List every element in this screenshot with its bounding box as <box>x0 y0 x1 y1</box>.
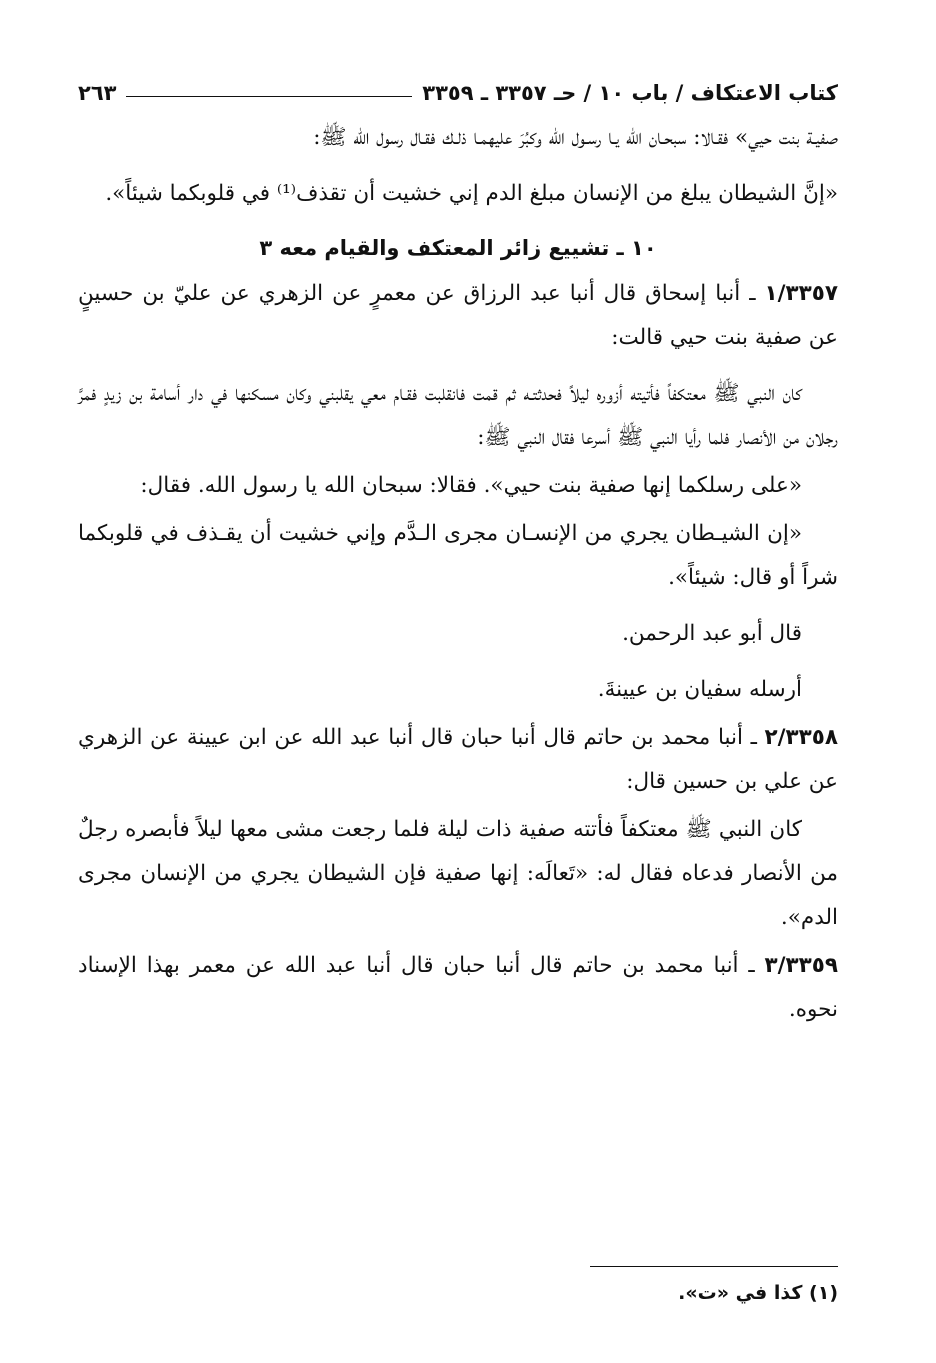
isnad-text: ـ أنبا إسحاق قال أنبا عبد الرزاق عن معمرٍ عن الزهري عن عليّ بن حسينٍ عن صفية بنت حيي قالت: <box>78 281 838 350</box>
paragraph-quote: «إنَّ الشيطان يبلغ من الإنسان مبلغ الدم إني خشيت أن تقذف⁽¹⁾ في قلوبكما شيئاً». <box>105 181 838 206</box>
hadith-3357-quote: «على رسلكما إنها صفية بنت حيي». فقالا: سبحان الله يا رسول الله. فقال: <box>140 473 802 498</box>
hadith-3358-text: كان النبي ﷺ معتكفاً فأتته صفية ذات ليلة فلما رجعت مشى معها ليلاً فأبصره رجلٌ من الأنصار فدعاه فقال له: «تَعالَه: إنها صفية فإن الشيطان يجري من الإنسان مجرى الدم». <box>78 817 838 930</box>
hadith-3359-isnad <box>78 944 838 1032</box>
running-header <box>78 70 838 116</box>
paragraph-continuation: صفيـة بنت حيي» فقـالا: سبحـان الله يـا رسـول الله وكبُرَ عليهمـا ذلـك فقـال رسول الله ﷺ: <box>313 125 838 150</box>
hadith-3358-isnad <box>78 716 838 804</box>
section-title: ١٠ ـ تشييع زائر المعتكف والقيام معه ٣ <box>259 236 657 260</box>
hadith-number: ١/٣٣٥٧ <box>764 281 838 306</box>
isnad-text: ـ أنبا محمد بن حاتم قال أنبا حبان قال أنبا عبد الله عن ابن عيينة عن الزهري عن علي بن حسين قال: <box>78 725 838 794</box>
isnad-text: ـ أنبا محمد بن حاتم قال أنبا حبان قال أنبا عبد الله عن معمر بهذا الإسناد نحوه. <box>78 953 838 1022</box>
footnote-rule <box>590 1266 838 1267</box>
hadith-number: ٣/٣٣٥٩ <box>764 953 838 978</box>
hadith-3357-text: كان النبي ﷺ معتكفاً فأتيته أزوره ليلاً فحدثتـه ثم قمت فانقلبت فقـام معي يقلبني وكان مسكنها في دار أسامة بن زيدٍ فمرَّ رجلان من الأنصار فلما رأيا النبي ﷺ أسرعا فقال النبي ﷺ: <box>78 381 838 450</box>
header-rule <box>126 96 412 97</box>
hadith-3357-isnad <box>78 272 838 360</box>
footnote: (١) كذا في «ت». <box>678 1282 838 1304</box>
hadith-3357-quote-2: «إن الشيـطان يجري من الإنسـان مجرى الـدَّم وإني خشيت أن يقـذف في قلوبكما شراً أو قال: شيئاً». <box>78 521 838 590</box>
hadith-3357-note-2: أرسله سفيان بن عيينةَ. <box>597 677 802 702</box>
hadith-3357-note: قال أبو عبد الرحمن. <box>622 621 802 646</box>
book-page <box>78 70 838 1350</box>
page-number: ٢٦٣ <box>78 81 117 105</box>
hadith-number: ٢/٣٣٥٨ <box>764 725 839 750</box>
running-title: كتاب الاعتكاف / باب ١٠ / حـ ٣٣٥٧ ـ ٣٣٥٩ <box>422 81 838 105</box>
